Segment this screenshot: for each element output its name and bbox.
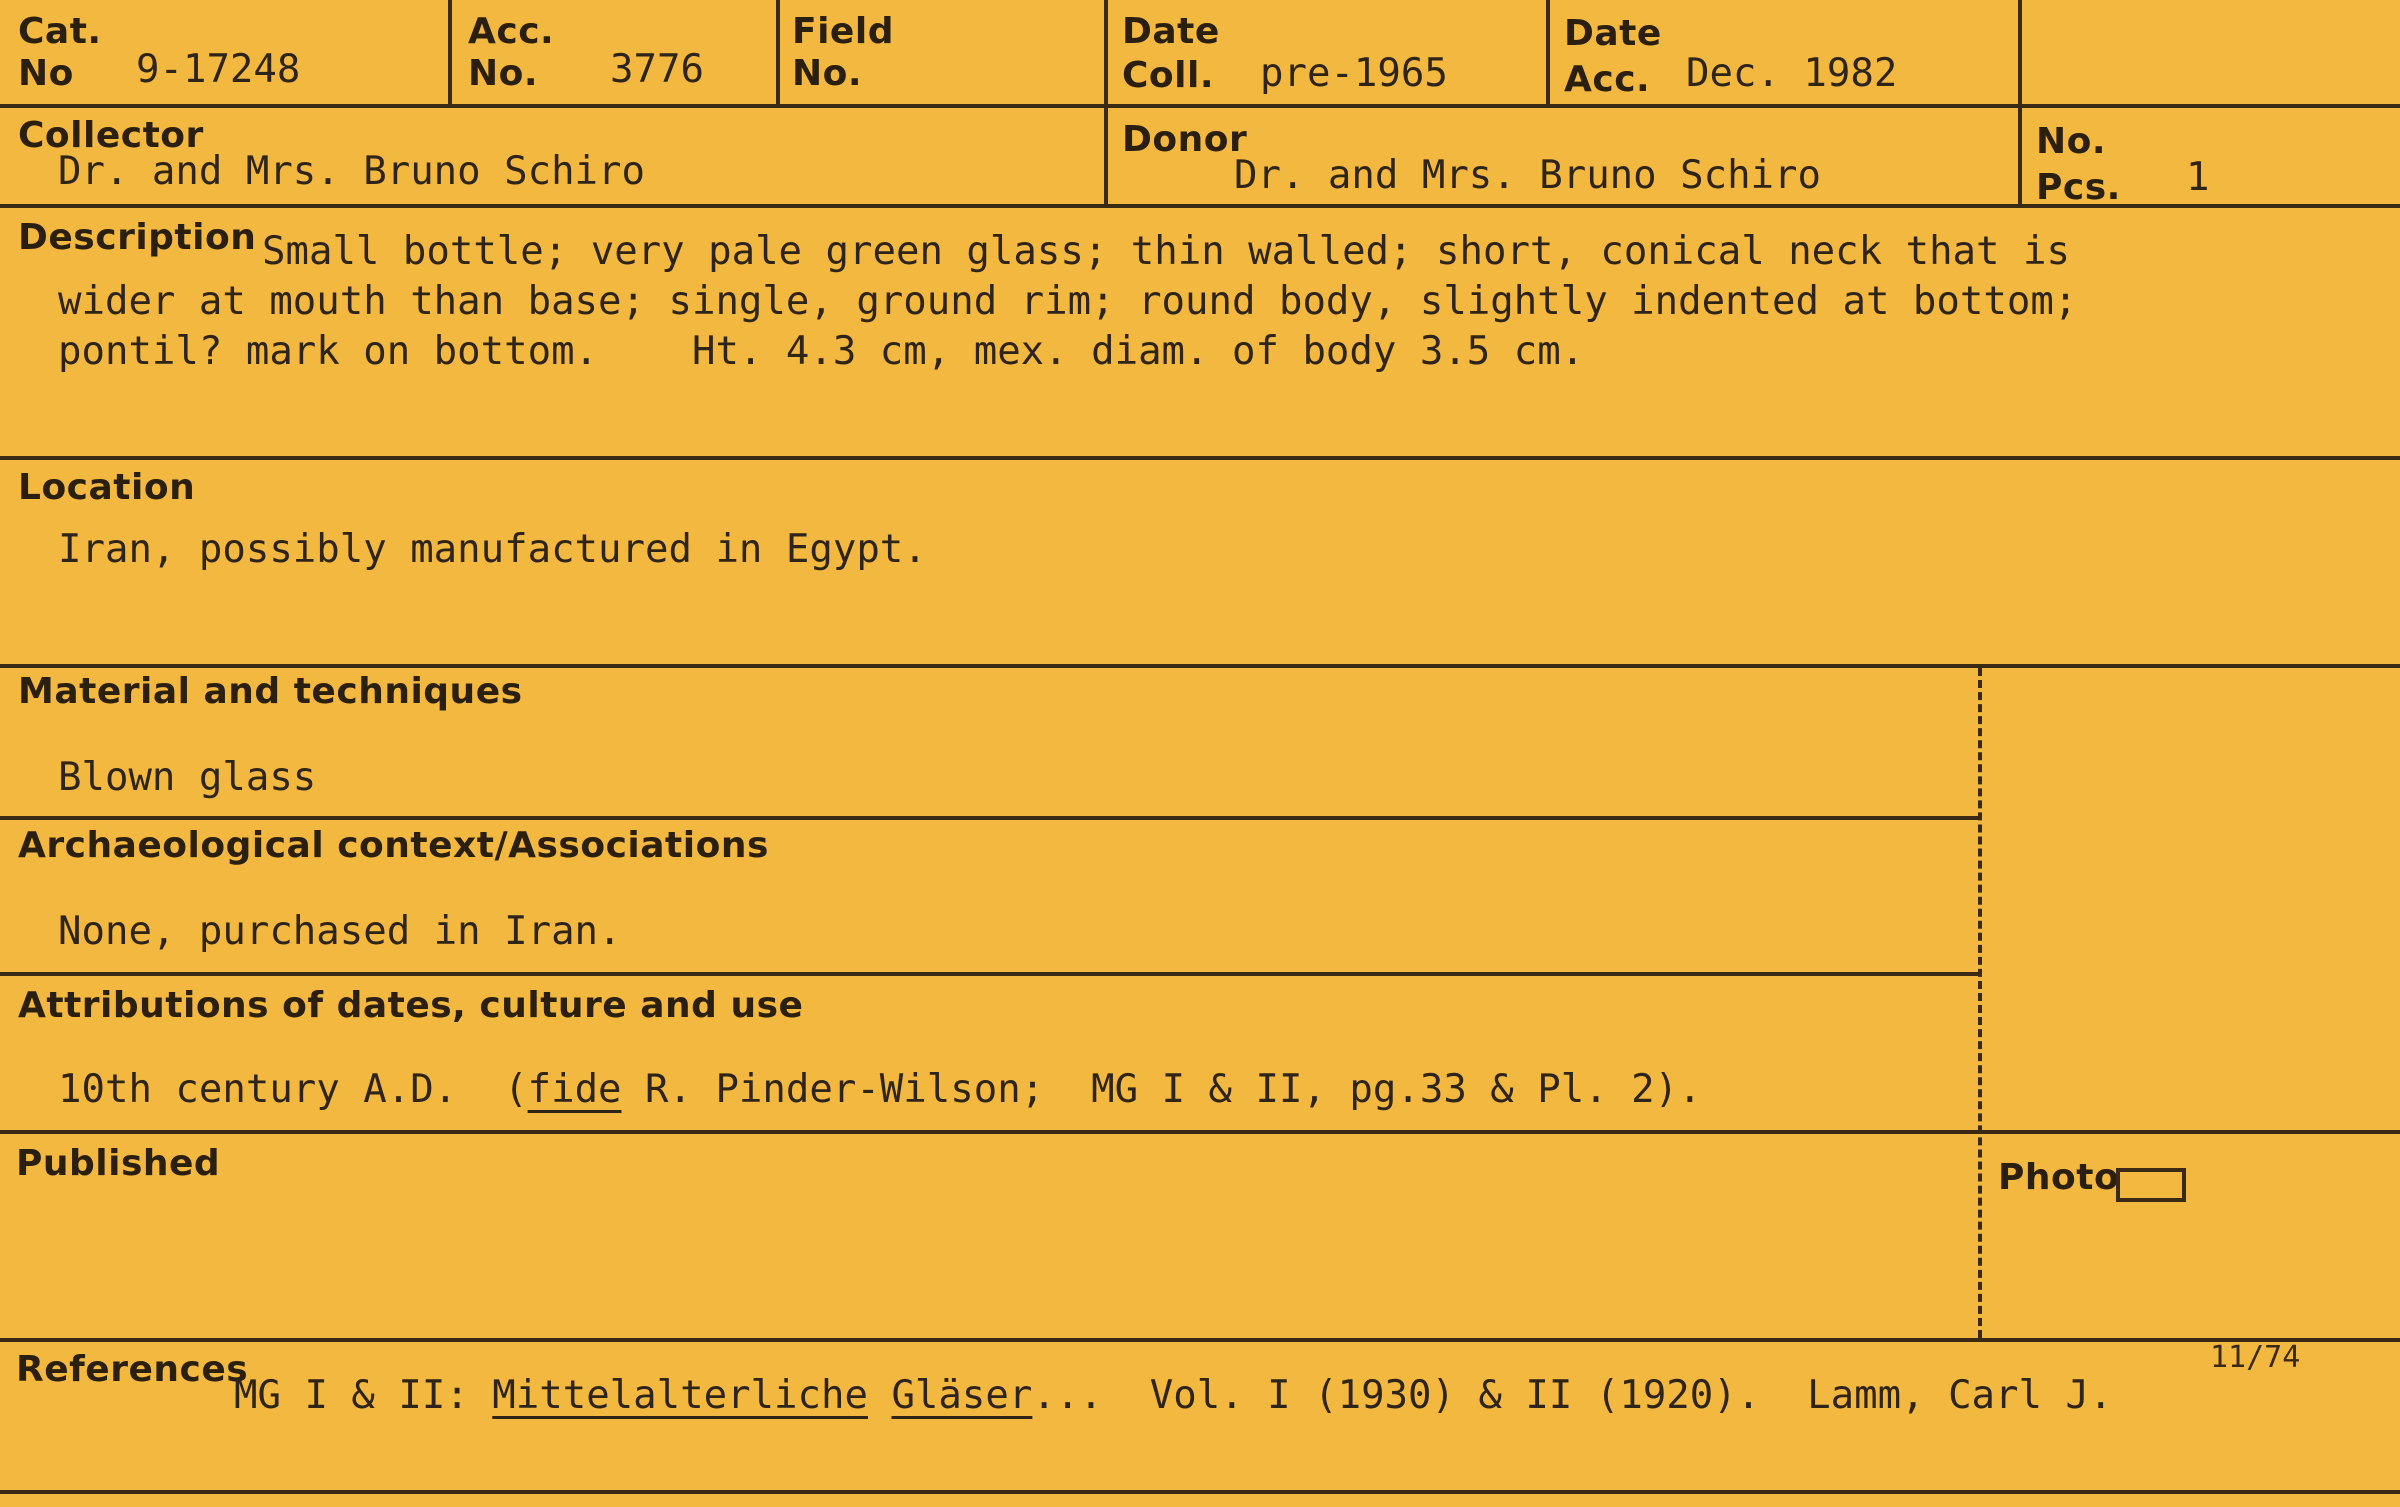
attributions-value-post: R. Pinder-Wilson; MG I & II, pg.33 & Pl. 2).	[621, 1067, 1702, 1112]
rule-vertical-photo-dashed	[1978, 668, 1982, 1338]
acc-no-value: 3776	[610, 47, 704, 92]
photo-label: Photo	[1998, 1157, 2120, 1198]
pcs-label-2: Pcs.	[2036, 167, 2121, 208]
date-acc-label-1: Date	[1564, 13, 1662, 54]
location-label: Location	[18, 467, 196, 508]
rule-vertical-field	[776, 0, 780, 104]
rule-location-bottom	[0, 664, 2400, 668]
cat-no-label-2: No	[18, 53, 74, 94]
cat-no-label-1: Cat.	[18, 11, 102, 52]
references-value	[234, 1372, 2112, 1420]
references-pre: MG I & II:	[234, 1373, 493, 1418]
references-title-space	[868, 1373, 891, 1418]
collector-label: Collector	[18, 115, 204, 156]
rule-header-bottom	[0, 104, 2400, 108]
rule-vertical-acc	[448, 0, 452, 104]
description-line-3: pontil? mark on bottom. Ht. 4.3 cm, mex. diam. of body 3.5 cm.	[58, 329, 1585, 374]
attributions-value-pre: 10th century A.D. (	[58, 1067, 528, 1112]
references-title-1: Mittelalterliche	[492, 1373, 868, 1418]
pcs-value: 1	[2186, 155, 2210, 200]
rule-attributions-bottom	[0, 1130, 2400, 1134]
references-note: 11/74	[2210, 1340, 2301, 1375]
description-line-1: Small bottle; very pale green glass; thin walled; short, conical neck that is	[262, 229, 2070, 274]
location-value: Iran, possibly manufactured in Egypt.	[58, 527, 927, 572]
field-no-label-1: Field	[792, 11, 894, 52]
rule-vertical-date-coll	[1104, 0, 1108, 208]
published-label: Published	[16, 1143, 221, 1184]
references-label: References	[16, 1349, 249, 1390]
photo-checkbox[interactable]	[2116, 1168, 2186, 1202]
date-coll-label-2: Coll.	[1122, 55, 1215, 96]
rule-vertical-date-acc	[1546, 0, 1550, 104]
cat-no-value: 9-17248	[136, 47, 301, 92]
rule-archaeological-bottom	[0, 972, 1982, 976]
date-coll-value: pre-1965	[1260, 51, 1448, 96]
description-line-2: wider at mouth than base; single, ground rim; round body, slightly indented at bottom;	[58, 279, 2078, 324]
date-coll-label-1: Date	[1122, 11, 1220, 52]
rule-vertical-pcs	[2018, 0, 2022, 208]
rule-material-bottom	[0, 816, 1982, 820]
donor-label: Donor	[1122, 119, 1248, 160]
donor-value: Dr. and Mrs. Bruno Schiro	[1234, 153, 1821, 198]
attributions-value-fide: fide	[527, 1067, 622, 1112]
rule-references-bottom	[0, 1490, 2400, 1494]
pcs-label-1: No.	[2036, 121, 2107, 162]
material-value: Blown glass	[58, 755, 317, 800]
rule-published-bottom	[0, 1338, 2400, 1342]
date-acc-label-2: Acc.	[1564, 59, 1651, 100]
acc-no-label-1: Acc.	[468, 11, 555, 52]
field-no-label-2: No.	[792, 53, 863, 94]
attributions-label: Attributions of dates, culture and use	[18, 985, 804, 1026]
description-label: Description	[18, 217, 257, 258]
collector-value: Dr. and Mrs. Bruno Schiro	[58, 149, 645, 194]
date-acc-value: Dec. 1982	[1686, 51, 1898, 96]
attributions-value	[58, 1066, 1702, 1114]
material-label: Material and techniques	[18, 671, 523, 712]
acc-no-label-2: No.	[468, 53, 539, 94]
rule-description-bottom	[0, 456, 2400, 460]
references-title-2: Gläser	[891, 1373, 1033, 1418]
archaeological-label: Archaeological context/Associations	[18, 825, 769, 866]
archaeological-value: None, purchased in Iran.	[58, 909, 622, 954]
references-post: ... Vol. I (1930) & II (1920). Lamm, Carl J.	[1032, 1373, 2113, 1418]
